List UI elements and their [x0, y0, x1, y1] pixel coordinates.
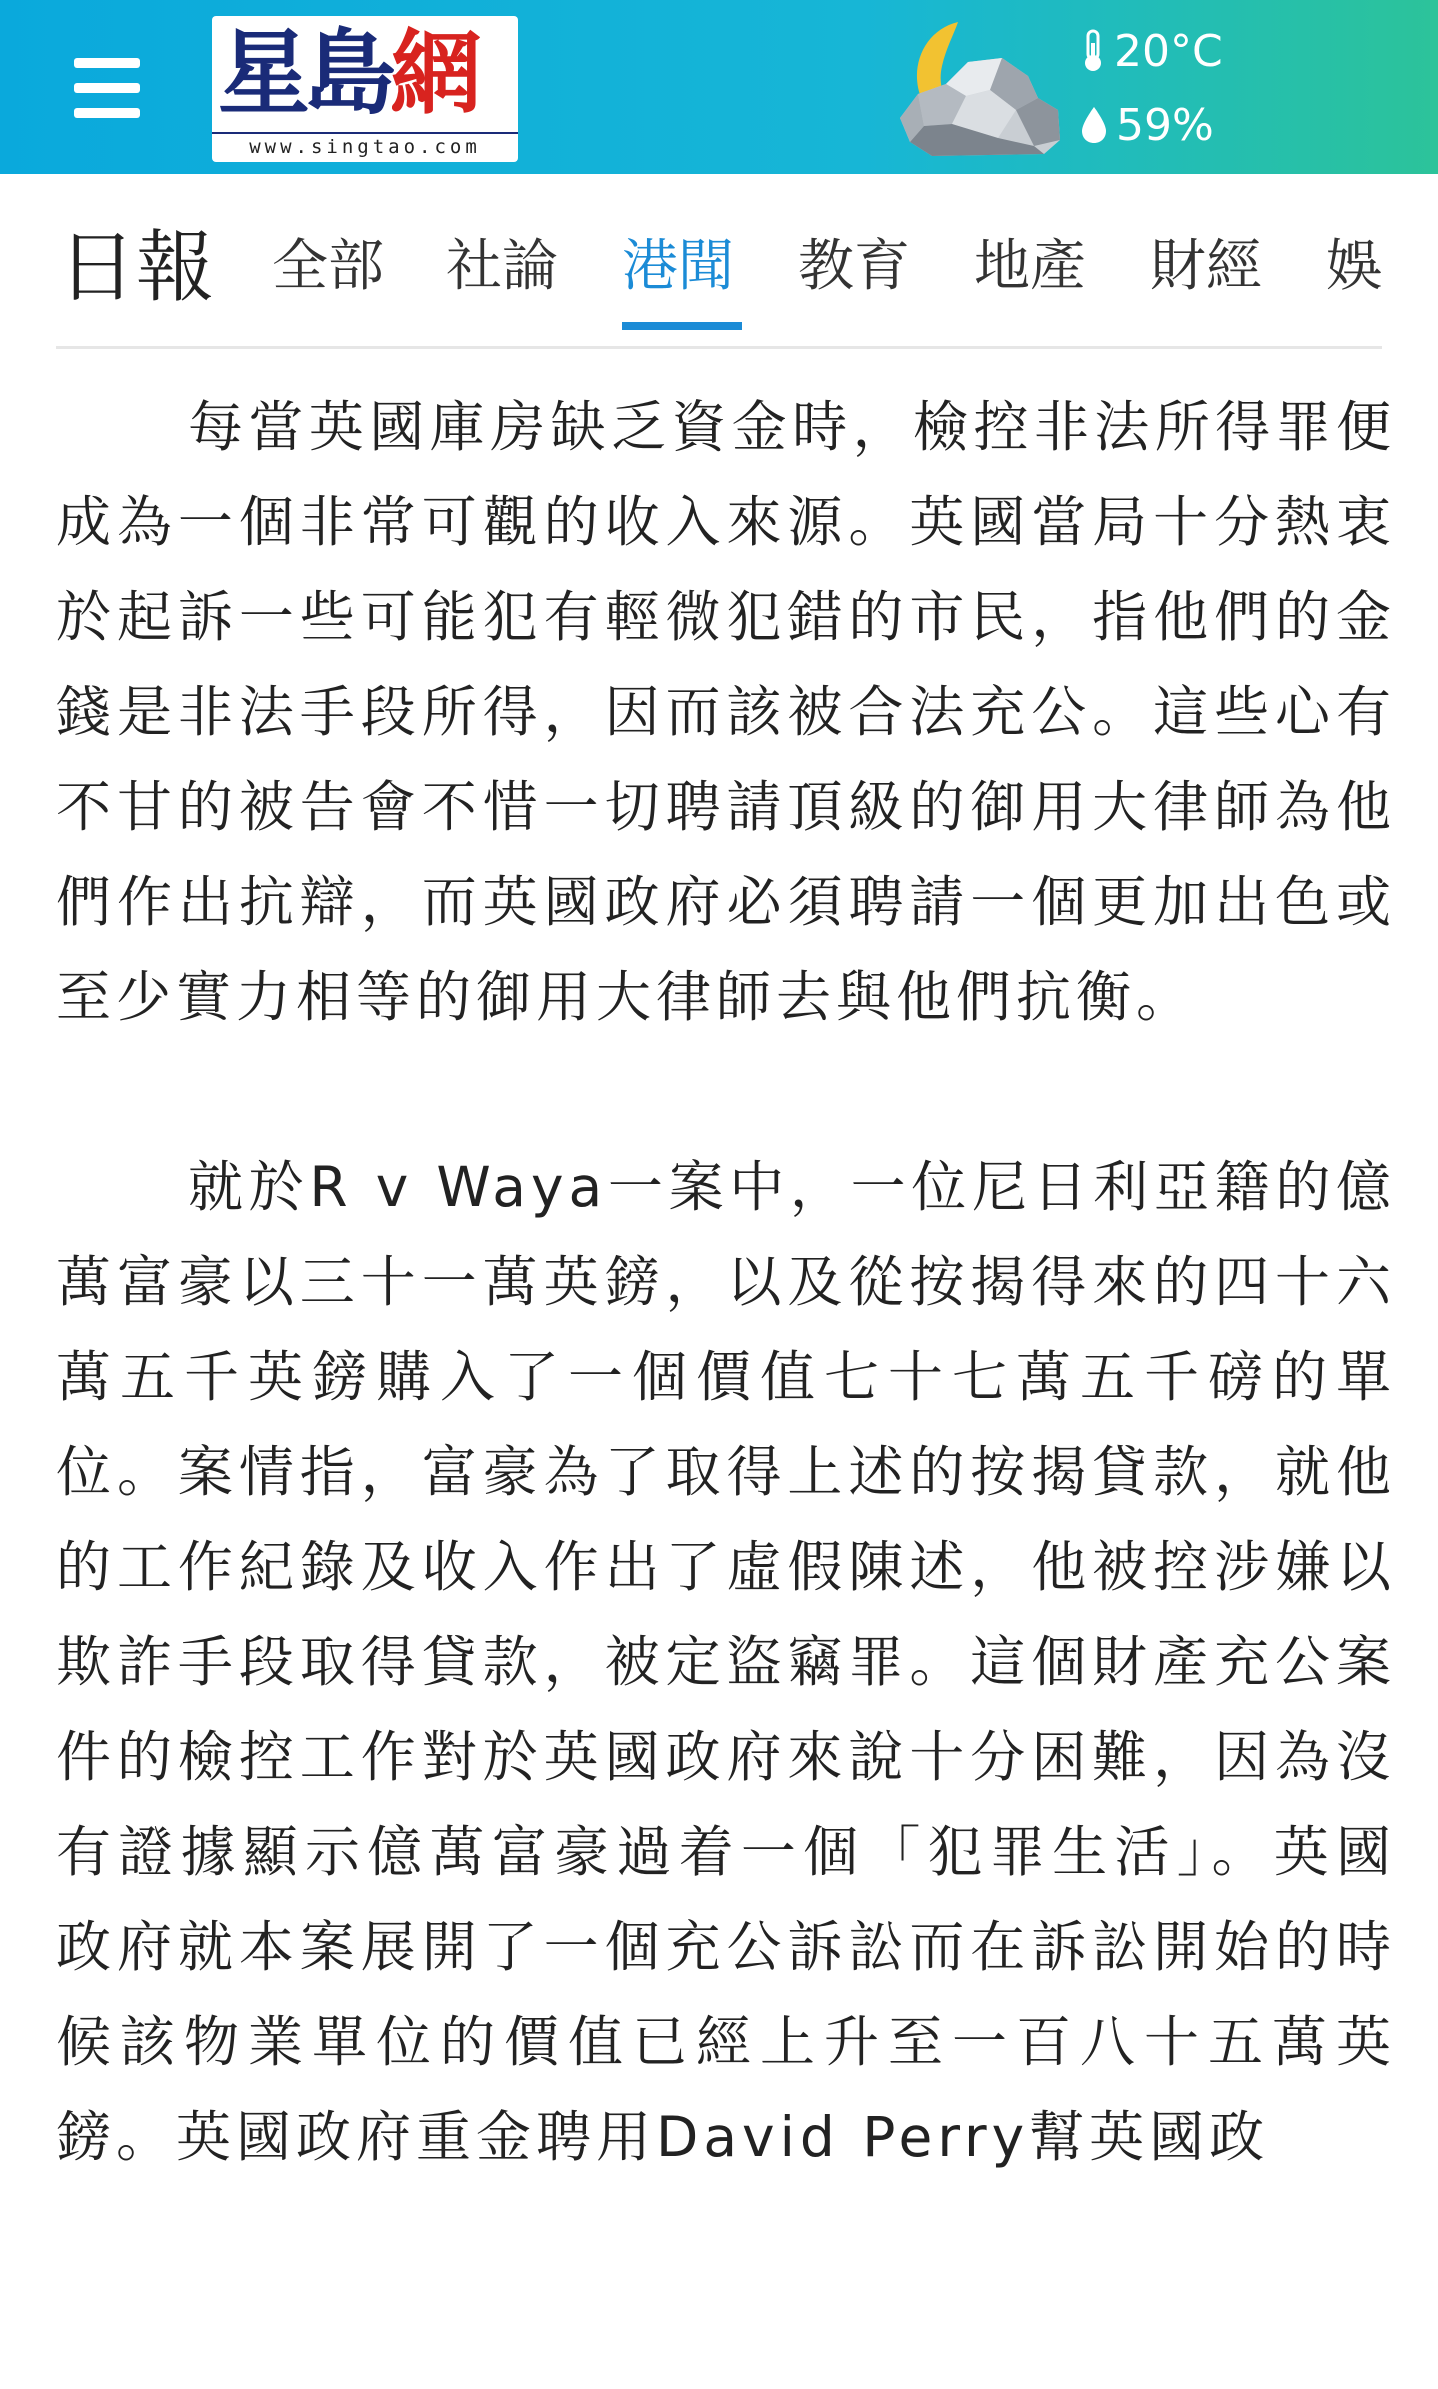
- humidity-value: 59%: [1116, 99, 1214, 151]
- tab-education[interactable]: 教育: [798, 234, 910, 299]
- water-drop-icon: [1080, 105, 1108, 145]
- thermometer-icon: [1080, 29, 1106, 73]
- tab-editorial[interactable]: 社論: [446, 234, 558, 299]
- article-paragraph: 每當英國庫房缺乏資金時，檢控非法所得罪便成為一個非常可觀的收入來源。英國當局十分熱衷於起訴一些可能犯有輕微犯錯的市民，指他們的金錢是非法手段所得，因而該被合法充公。這些心有不甘的被告會不惜一切聘請頂級的御用大律師為他們作出抗辯，而英國政府必須聘請一個更加出色或至少實力相等的御用大律師去與他們抗衡。: [56, 395, 1396, 1029]
- temperature-readout: [1080, 22, 1223, 80]
- partly-cloudy-night-icon: [870, 14, 1070, 164]
- active-tab-indicator: [622, 322, 742, 330]
- logo-main: 星島: [218, 20, 391, 127]
- logo-url: www.singtao.com: [212, 132, 518, 158]
- article-body: [56, 380, 1396, 2280]
- section-nav: [0, 174, 1438, 350]
- tab-entertainment[interactable]: 娛: [1326, 234, 1382, 299]
- site-header: [0, 0, 1438, 174]
- hamburger-menu-icon[interactable]: [74, 58, 140, 118]
- site-logo[interactable]: [212, 16, 518, 162]
- nav-brand-title[interactable]: 日報: [58, 223, 215, 313]
- nav-divider: [56, 346, 1382, 349]
- article-paragraph: 就於R v Waya一案中，一位尼日利亞籍的億萬富豪以三十一萬英鎊，以及從按揭得來的四十六萬五千英鎊購入了一個價值七十七萬五千磅的單位。案情指，富豪為了取得上述的按揭貸款，就他的工作紀錄及收入作出了虛假陳述，他被控涉嫌以欺詐手段取得貸款，被定盜竊罪。這個財產充公案件的檢控工作對於英國政府來說十分困難，因為沒有證據顯示億萬富豪過着一個「犯罪生活」。英國政府就本案展開了一個充公訴訟而在訴訟開始的時候該物業單位的價值已經上升至一百八十五萬英鎊。英國政府重金聘用David Perry幫英國政: [56, 1155, 1396, 2169]
- tab-all[interactable]: 全部: [272, 234, 384, 299]
- humidity-readout: [1080, 96, 1214, 154]
- logo-wordmark: [218, 18, 476, 130]
- tab-local-news[interactable]: 港聞: [622, 234, 734, 299]
- tab-finance[interactable]: 財經: [1150, 234, 1262, 299]
- logo-accent: 網: [390, 20, 477, 127]
- tab-property[interactable]: 地產: [974, 234, 1086, 299]
- temperature-value: 20°C: [1114, 25, 1223, 77]
